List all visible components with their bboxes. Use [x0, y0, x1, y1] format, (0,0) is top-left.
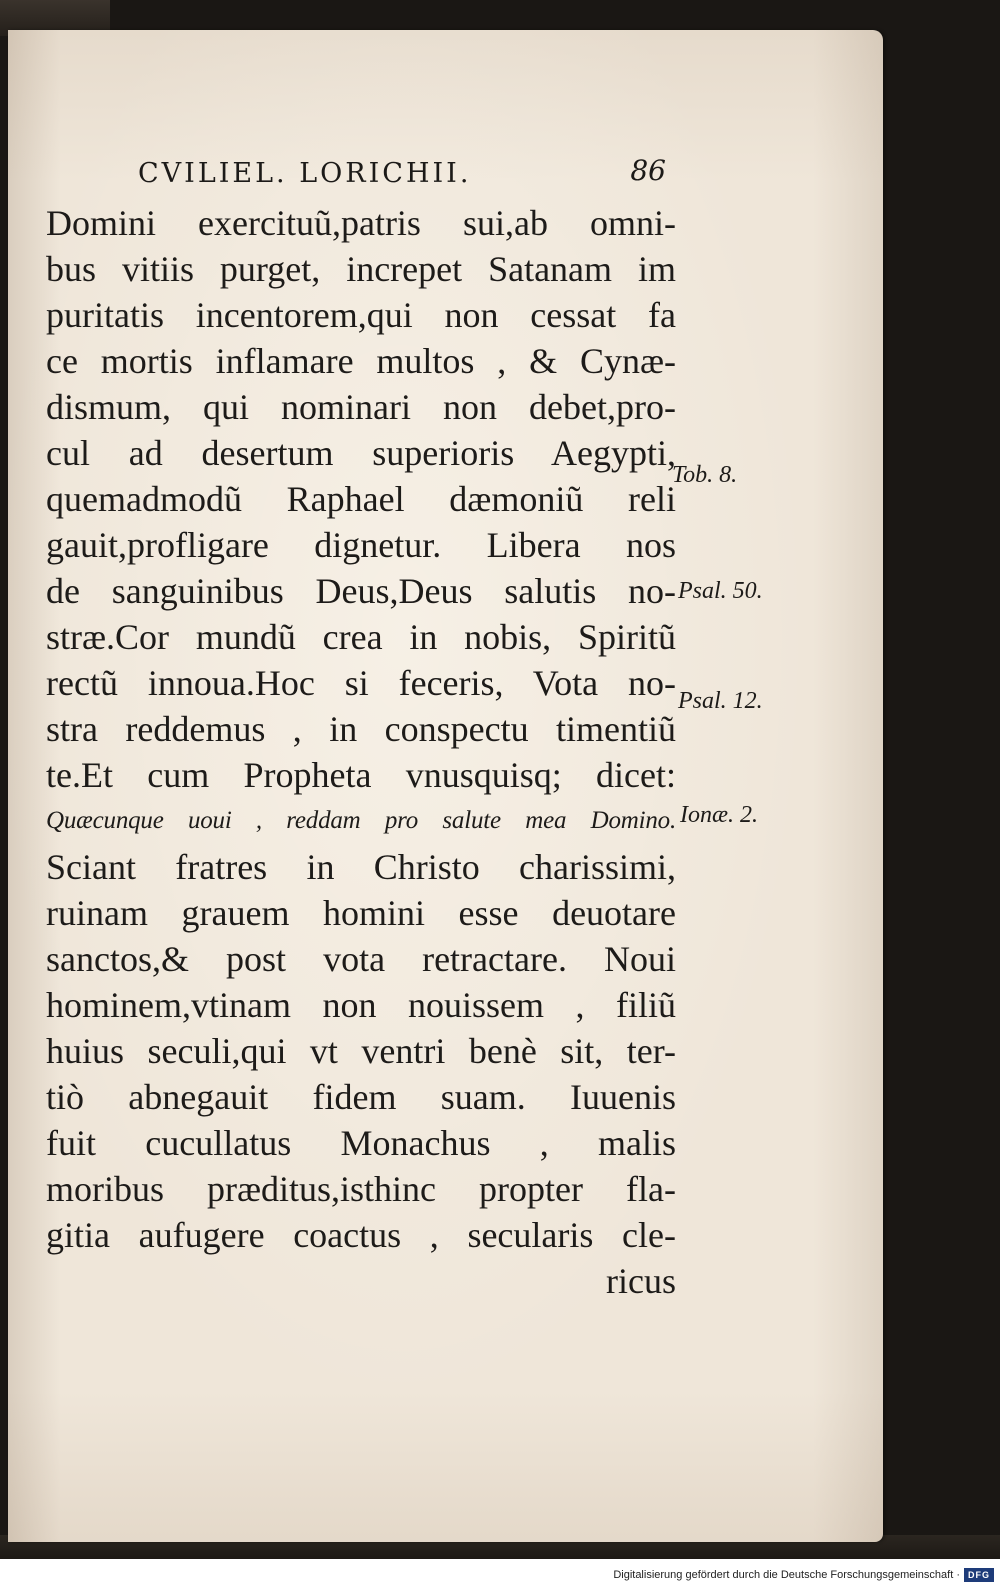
text-line: de sanguinibus Deus,Deus salutis no-: [46, 571, 676, 611]
text-line: gitia aufugere coactus , secularis cle-: [46, 1215, 676, 1255]
marginal-note-psal-50: Psal. 50.: [678, 578, 763, 604]
running-head: [138, 154, 666, 198]
text-line: moribus præditus,isthinc propter fla-: [46, 1169, 676, 1209]
marginal-note-tob: Tob. 8.: [672, 462, 738, 488]
dfg-logo: DFG: [964, 1568, 994, 1582]
text-line: Sciant fratres in Christo charissimi,: [46, 847, 676, 887]
text-line: ce mortis inflamare multos , & Cynæ-: [46, 341, 676, 381]
text-line: quemadmodũ Raphael dæmoniũ reli: [46, 479, 676, 519]
funding-credit: Digitalisierung gefördert durch die Deutsche Forschungsgemeinschaft ·: [613, 1569, 960, 1581]
text-line: gauit,profligare dignetur. Libera nos: [46, 525, 676, 565]
catchword: ricus: [606, 1261, 676, 1301]
main-text-block: [46, 200, 676, 1304]
text-line: dismum, qui nominari non debet,pro-: [46, 387, 676, 427]
running-title: CVILIEL. LORICHII.: [138, 158, 472, 189]
marginal-note-ionae: Ionæ. 2.: [680, 802, 758, 828]
text-line: fuit cucullatus Monachus , malis: [46, 1123, 676, 1163]
text-line: puritatis incentorem,qui non cessat fa: [46, 295, 676, 335]
book-page: [8, 30, 883, 1542]
text-line: tiò abnegauit fidem suam. Iuuenis: [46, 1077, 676, 1117]
text-line: ruinam grauem homini esse deuotare: [46, 893, 676, 933]
text-line: te.Et cum Propheta vnusquisq; dicet:: [46, 755, 676, 795]
text-line: Domini exercituũ,patris sui,ab omni-: [46, 203, 676, 243]
footer-bar: [0, 1559, 1000, 1594]
text-line: stræ.Cor mundũ crea in nobis, Spiritũ: [46, 617, 676, 657]
marginal-note-psal-12: Psal. 12.: [678, 688, 763, 714]
text-line: stra reddemus , in conspectu timentiũ: [46, 709, 676, 749]
text-line: cul ad desertum superioris Aegypti,: [46, 433, 676, 473]
text-line: rectũ innoua.Hoc si feceris, Vota no-: [46, 663, 676, 703]
text-line: hominem,vtinam non nouissem , filiũ: [46, 985, 676, 1025]
text-line: sanctos,& post vota retractare. Noui: [46, 939, 676, 979]
text-line: huius seculi,qui vt ventri benè sit, ter-: [46, 1031, 676, 1071]
text-line-quotation: Quæcunque uoui , reddam pro salute mea Domino.: [46, 807, 676, 834]
folio-number: 86: [630, 154, 666, 187]
text-line: bus vitiis purget, increpet Satanam im: [46, 249, 676, 289]
